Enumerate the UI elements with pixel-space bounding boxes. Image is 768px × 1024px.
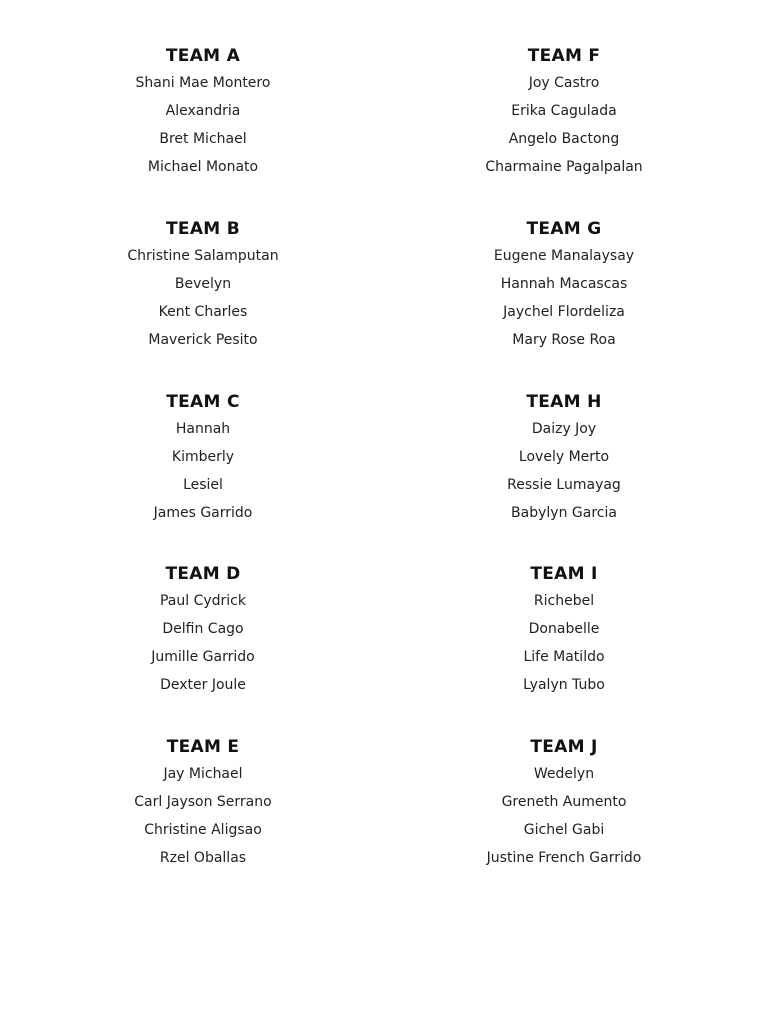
team-block-c: [33, 391, 373, 533]
team-block-e: [33, 736, 373, 878]
team-member: Kent Charles: [158, 304, 248, 320]
team-member: Shani Mae Montero: [135, 75, 271, 91]
team-member: Jumille Garrido: [151, 649, 255, 665]
team-title: TEAM B: [166, 219, 240, 239]
team-member: Life Matildo: [523, 649, 605, 665]
team-title: TEAM I: [530, 564, 598, 584]
team-member: Lyalyn Tubo: [523, 677, 605, 693]
team-member: Joy Castro: [528, 75, 600, 91]
team-member: Angelo Bactong: [508, 131, 620, 147]
team-member: Erika Cagulada: [511, 103, 617, 119]
team-member: Christine Salamputan: [127, 248, 279, 264]
team-title: TEAM G: [526, 219, 602, 239]
team-member: Wedelyn: [533, 766, 595, 782]
team-member: Hannah Macascas: [500, 276, 628, 292]
team-member: Lesiel: [183, 477, 223, 493]
team-member: Rzel Oballas: [159, 850, 247, 866]
team-title: TEAM F: [527, 46, 601, 66]
team-member: Greneth Aumento: [501, 794, 627, 810]
team-block-h: [394, 391, 734, 533]
team-member: Maverick Pesito: [148, 332, 258, 348]
team-member: Babylyn Garcia: [511, 505, 617, 521]
team-member: James Garrido: [153, 505, 253, 521]
team-member: Jay Michael: [163, 766, 243, 782]
team-member: Donabelle: [528, 621, 600, 637]
team-member: Christine Aligsao: [144, 822, 262, 838]
team-member: Mary Rose Roa: [512, 332, 616, 348]
team-title: TEAM J: [530, 737, 598, 757]
team-member: Alexandria: [165, 103, 241, 119]
team-block-d: [33, 563, 373, 705]
team-title: TEAM A: [165, 46, 241, 66]
team-block-b: [33, 218, 373, 360]
team-member: Gichel Gabi: [523, 822, 605, 838]
team-title: TEAM D: [165, 564, 241, 584]
team-member: Jaychel Flordeliza: [503, 304, 625, 320]
team-block-i: [394, 563, 734, 705]
team-member: Bevelyn: [174, 276, 232, 292]
team-member: Richebel: [533, 593, 595, 609]
team-title: TEAM E: [166, 737, 240, 757]
team-block-a: [33, 45, 373, 187]
team-member: Michael Monato: [147, 159, 259, 175]
team-title: TEAM C: [166, 392, 240, 412]
team-member: Charmaine Pagalpalan: [485, 159, 643, 175]
team-member: Hannah: [175, 421, 231, 437]
team-member: Kimberly: [171, 449, 235, 465]
team-block-g: [394, 218, 734, 360]
team-member: Justine French Garrido: [486, 850, 642, 866]
team-member: Eugene Manalaysay: [493, 248, 635, 264]
team-block-f: [394, 45, 734, 187]
team-member: Ressie Lumayag: [507, 477, 621, 493]
team-member: Bret Michael: [159, 131, 247, 147]
team-title: TEAM H: [526, 392, 602, 412]
team-member: Carl Jayson Serrano: [134, 794, 272, 810]
team-block-j: [394, 736, 734, 878]
team-member: Dexter Joule: [160, 677, 246, 693]
team-member: Daizy Joy: [531, 421, 597, 437]
team-member: Paul Cydrick: [159, 593, 246, 609]
team-member: Delfin Cago: [162, 621, 244, 637]
team-member: Lovely Merto: [518, 449, 610, 465]
